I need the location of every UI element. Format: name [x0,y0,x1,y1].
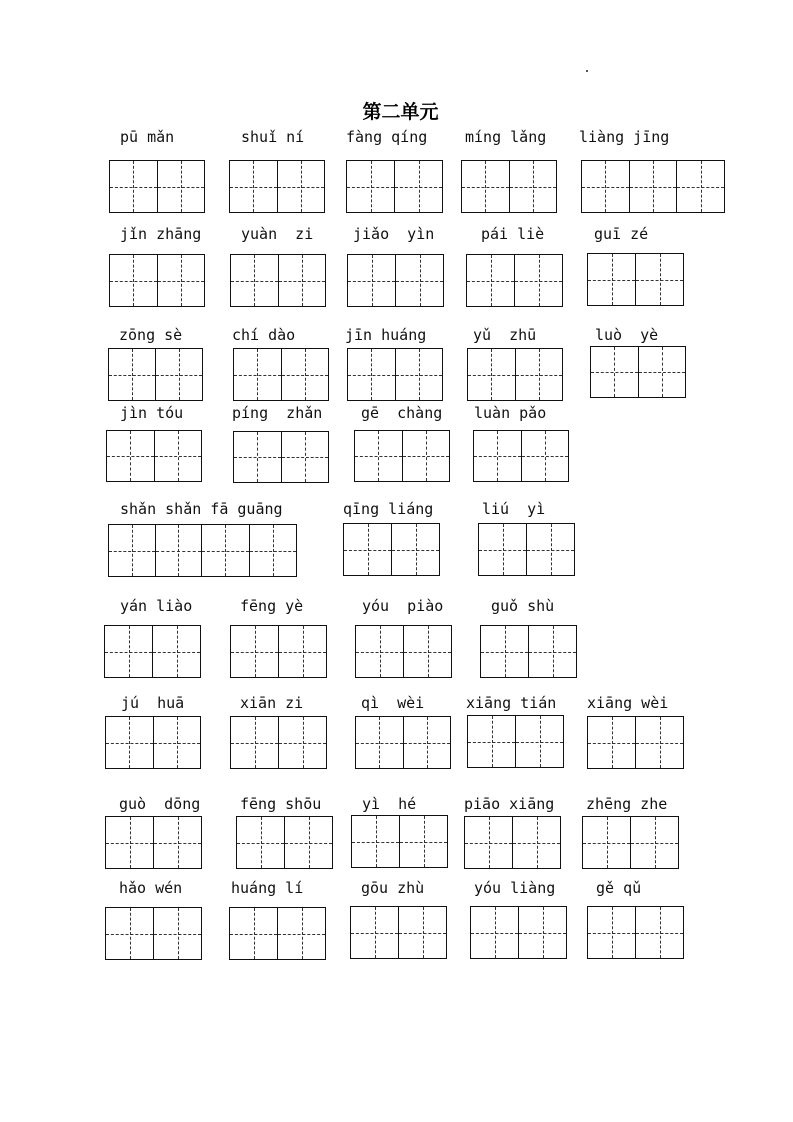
pinyin-label: luò yè [595,326,659,344]
writing-box[interactable] [104,625,201,678]
writing-box[interactable] [230,625,327,678]
pinyin-label: huáng lí [231,879,304,897]
writing-box[interactable] [105,907,202,960]
pinyin-label: qīng liáng [343,500,434,518]
pinyin-label: liú yì [482,500,546,518]
writing-box[interactable] [346,160,443,213]
pinyin-label: shǎn shǎn fā guāng [120,500,283,518]
pinyin-label: xiāng tián [466,694,557,712]
writing-box[interactable] [109,254,205,307]
writing-box[interactable] [470,906,567,959]
writing-box[interactable] [233,348,329,401]
pinyin-label: gōu zhù [361,879,425,897]
writing-box[interactable] [467,348,563,401]
stray-dot [586,70,588,72]
writing-box[interactable] [229,907,326,960]
writing-box[interactable] [480,625,577,678]
writing-box[interactable] [351,815,448,868]
writing-box[interactable] [229,160,325,213]
writing-box[interactable] [473,430,569,482]
pinyin-label: pái liè [481,225,545,243]
page-title: 第二单元 [362,101,439,123]
pinyin-label: gě qǔ [596,879,642,897]
pinyin-label: míng lǎng [465,128,547,146]
writing-box[interactable] [236,816,333,869]
writing-box[interactable] [466,254,563,307]
pinyin-label: píng zhǎn [232,404,323,422]
writing-box[interactable] [467,715,564,768]
writing-box[interactable] [343,523,440,576]
writing-box[interactable] [590,346,686,398]
pinyin-label: xiāng wèi [587,694,669,712]
pinyin-label: fēng yè [240,597,304,615]
pinyin-label: gē chàng [361,404,443,422]
pinyin-label: fàng qíng [346,128,428,146]
writing-box[interactable] [230,716,327,769]
pinyin-label: hǎo wén [119,879,183,897]
pinyin-label: yǔ zhū [473,326,537,344]
writing-box[interactable] [478,523,575,576]
pinyin-label: piāo xiāng [464,795,555,813]
writing-box[interactable] [587,253,684,306]
pinyin-label: jìn tóu [120,404,184,422]
writing-box[interactable] [581,160,725,213]
writing-box[interactable] [105,716,201,769]
pinyin-label: guò dōng [119,795,201,813]
writing-box[interactable] [354,430,450,482]
writing-box[interactable] [233,431,329,483]
pinyin-label: yóu piào [362,597,444,615]
pinyin-label: qì wèi [361,694,425,712]
pinyin-label: zōng sè [119,326,183,344]
pinyin-label: yuàn zi [241,225,314,243]
writing-box[interactable] [587,716,684,769]
pinyin-label: guī zé [594,225,649,243]
pinyin-label: yóu liàng [474,879,556,897]
writing-box[interactable] [461,160,557,213]
pinyin-label: fēng shōu [240,795,322,813]
pinyin-label: chí dào [232,326,296,344]
writing-box[interactable] [230,254,326,307]
pinyin-label: pū mǎn [120,128,175,146]
pinyin-label: jǐn zhāng [120,225,202,243]
pinyin-label: zhēng zhe [586,795,668,813]
pinyin-label: xiān zi [240,694,304,712]
writing-box[interactable] [106,430,202,482]
writing-box[interactable] [108,524,202,577]
writing-box[interactable] [105,816,202,869]
pinyin-label: guǒ shù [491,597,555,615]
writing-box[interactable] [355,716,451,769]
writing-box[interactable] [109,160,205,213]
pinyin-label: yì hé [362,795,417,813]
writing-box[interactable] [464,816,561,869]
writing-box[interactable] [355,625,452,678]
writing-box[interactable] [582,816,679,869]
writing-box[interactable] [108,348,203,401]
pinyin-label: shuǐ ní [241,128,305,146]
pinyin-label: jú huā [121,694,185,712]
writing-box[interactable] [347,348,443,401]
pinyin-label: luàn pǎo [474,404,547,422]
pinyin-label: jiǎo yìn [353,225,435,243]
writing-box[interactable] [350,906,447,959]
writing-box[interactable] [347,254,444,307]
pinyin-label: liàng jīng [579,128,670,146]
pinyin-label: jīn huáng [345,326,427,344]
pinyin-label: yán liào [120,597,193,615]
writing-box[interactable] [201,524,297,577]
writing-box[interactable] [587,906,684,959]
